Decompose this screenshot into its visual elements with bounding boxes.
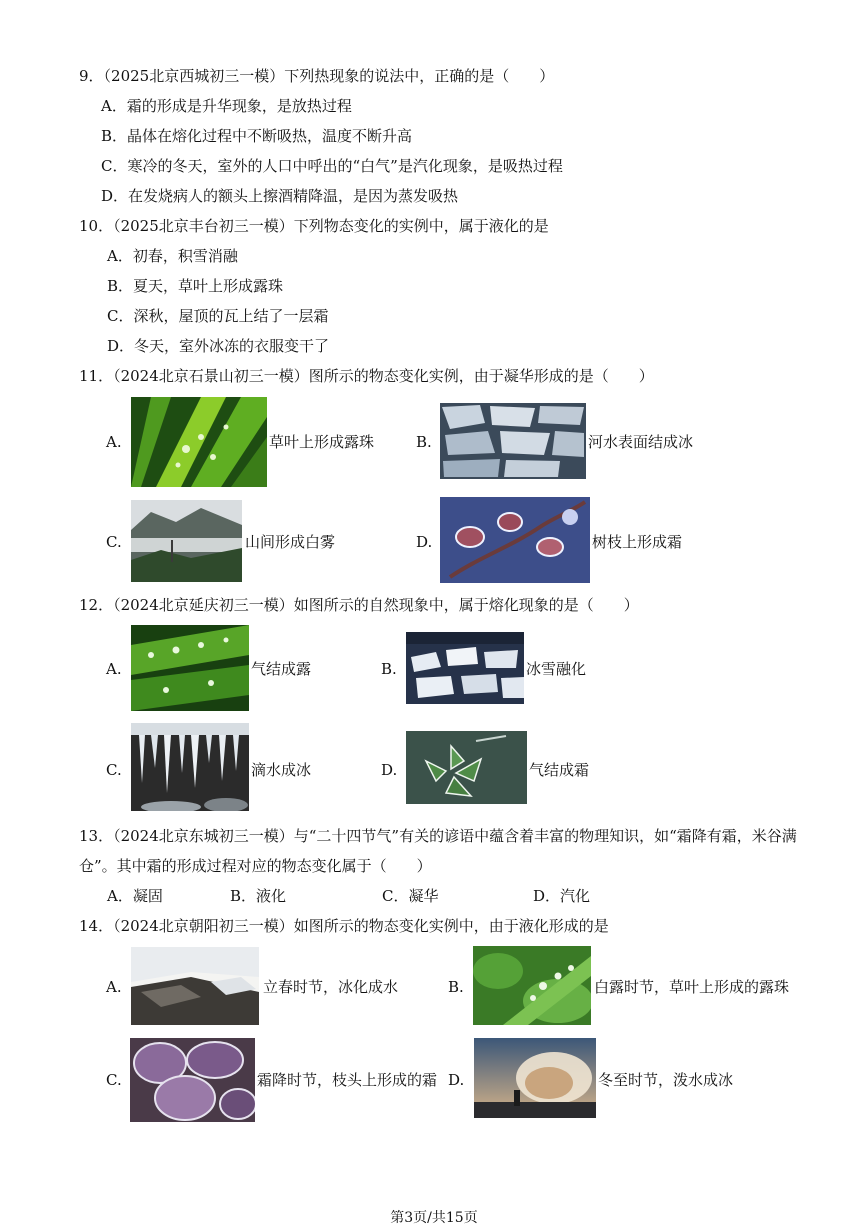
q10-option-d: D．冬天，室外冰冻的衣服变干了 — [107, 337, 330, 355]
q12-b-caption: 冰雪融化 — [526, 660, 587, 678]
q12-c-caption: 滴水成冰 — [251, 761, 312, 779]
dew-on-grass-image — [131, 397, 267, 487]
mountain-fog-image — [131, 500, 242, 582]
frost-on-branch-image — [440, 497, 590, 583]
q12-a-caption: 气结成露 — [251, 660, 312, 678]
q9-option-c: C．寒冷的冬天，室外的人口中呼出的“白气”是汽化现象，是吸热过程 — [101, 157, 563, 175]
q10-stem: 10．（2025北京丰台初三一模）下列物态变化的实例中，属于液化的是 — [79, 217, 549, 235]
q10-option-b: B．夏天，草叶上形成露珠 — [107, 277, 284, 295]
q12-b-letter: B. — [381, 660, 397, 678]
icicles-image — [131, 723, 249, 811]
q9-option-a: A．霜的形成是升华现象，是放热过程 — [101, 97, 352, 115]
dew-on-leaf-image — [473, 946, 591, 1025]
q12-stem: 12．（2024北京延庆初三一模）如图所示的自然现象中，属于熔化现象的是（ ） — [79, 596, 639, 614]
q10-option-a: A．初春，积雪消融 — [107, 247, 238, 265]
q11-d-letter: D. — [416, 533, 433, 551]
q9-stem: 9．（2025北京西城初三一模）下列热现象的说法中，正确的是（ ） — [79, 67, 555, 85]
q10-option-c: C．深秋，屋顶的瓦上结了一层霜 — [107, 307, 329, 325]
q11-a-caption: 草叶上形成露珠 — [269, 433, 375, 451]
q14-a-letter: A. — [106, 978, 122, 996]
q13-stem-line1: 13．（2024北京东城初三一模）与“二十四节气”有关的谚语中蕴含着丰富的物理知识，如“霜降有霜，米谷满 — [79, 827, 797, 845]
q12-d-caption: 气结成霜 — [529, 761, 590, 779]
q14-stem: 14．（2024北京朝阳初三一模）如图所示的物态变化实例中，由于液化形成的是 — [79, 917, 609, 935]
q11-stem: 11．（2024北京石景山初三一模）图所示的物态变化实例，由于凝华形成的是（ ） — [79, 367, 654, 385]
q14-c-caption: 霜降时节，枝头上形成的霜 — [257, 1071, 438, 1089]
q13-option-b: B．液化 — [230, 887, 287, 905]
q12-d-letter: D. — [381, 761, 398, 779]
ice-on-river-image — [440, 403, 586, 479]
q12-a-letter: A. — [106, 660, 122, 678]
q14-a-caption: 立春时节，冰化成水 — [263, 978, 399, 996]
q11-d-caption: 树枝上形成霜 — [592, 533, 683, 551]
q13-option-c: C．凝华 — [382, 887, 439, 905]
q13-option-d: D．汽化 — [533, 887, 591, 905]
q11-c-caption: 山间形成白雾 — [245, 533, 336, 551]
q13-stem-line2: 仓”。其中霜的形成过程对应的物态变化属于（ ） — [79, 857, 432, 875]
q12-c-letter: C. — [106, 761, 122, 779]
q13-option-a: A．凝固 — [107, 887, 163, 905]
thawing-ice-image — [131, 947, 259, 1025]
q11-c-letter: C. — [106, 533, 122, 551]
q11-a-letter: A. — [106, 433, 122, 451]
melting-ice-image — [406, 632, 524, 704]
frost-on-leaves-image — [130, 1038, 255, 1122]
dew-drops-image — [131, 625, 249, 711]
q11-b-letter: B. — [416, 433, 432, 451]
q14-c-letter: C. — [106, 1071, 122, 1089]
q14-b-caption: 白露时节，草叶上形成的露珠 — [594, 978, 790, 996]
splash-water-freezing-image — [474, 1038, 596, 1118]
frosted-leaf-image — [406, 731, 527, 804]
q9-option-b: B．晶体在熔化过程中不断吸热，温度不断升高 — [101, 127, 413, 145]
q14-d-caption: 冬至时节，泼水成冰 — [598, 1071, 734, 1089]
q9-option-d: D．在发烧病人的额头上擦酒精降温，是因为蒸发吸热 — [101, 187, 459, 205]
page-number: 第3页/共15页 — [390, 1210, 478, 1226]
q11-b-caption: 河水表面结成冰 — [588, 433, 694, 451]
q14-b-letter: B. — [448, 978, 464, 996]
q14-d-letter: D. — [448, 1071, 465, 1089]
